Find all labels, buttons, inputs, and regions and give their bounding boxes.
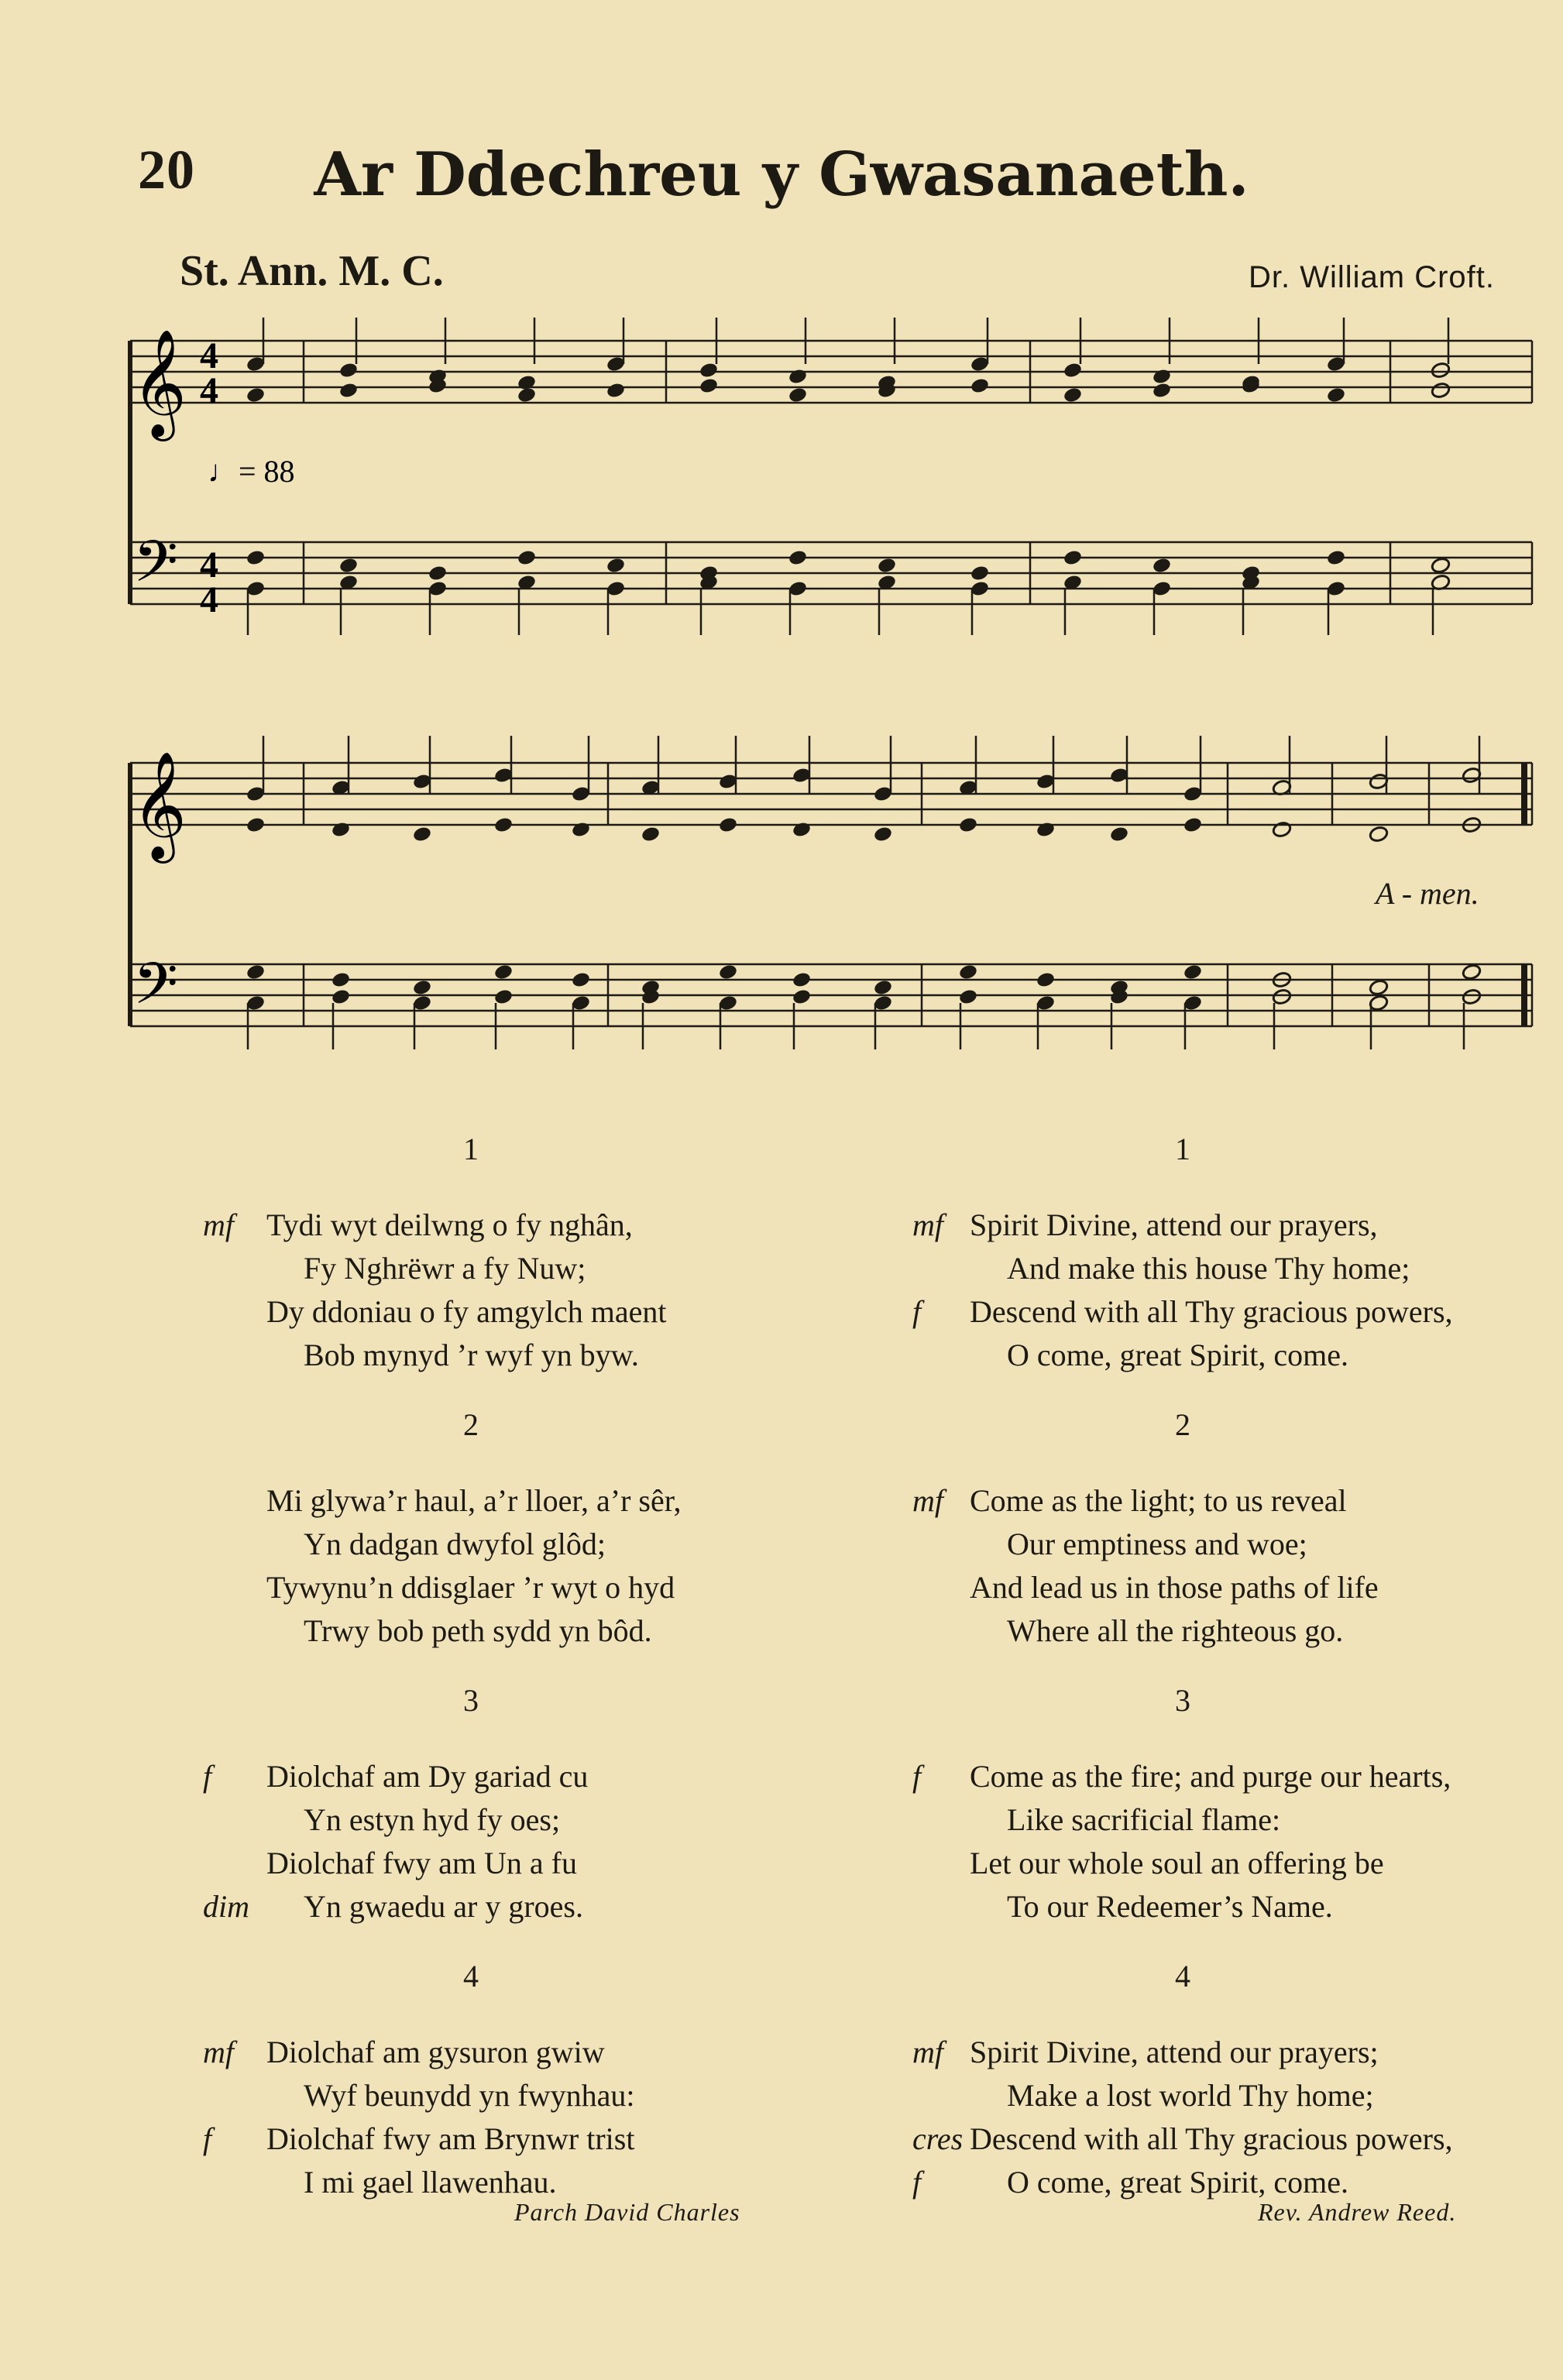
notehead (788, 549, 808, 567)
verse-number: 3 (463, 1683, 479, 1718)
verse-line: Spirit Divine, attend our prayers; (970, 2035, 1379, 2069)
notehead (493, 963, 514, 981)
notehead (1431, 557, 1451, 575)
notehead (331, 988, 351, 1006)
verse-line: Diolchaf fwy am Un a fu (266, 1846, 577, 1880)
notehead (1462, 988, 1482, 1006)
notehead (246, 816, 266, 834)
notehead (970, 565, 990, 582)
notehead (1063, 386, 1083, 404)
verse-line: Come as the light; to us reveal (970, 1483, 1347, 1518)
notehead (1036, 971, 1056, 989)
verse-number: 1 (463, 1132, 479, 1166)
notehead (1369, 979, 1389, 997)
notehead (493, 988, 514, 1006)
bass-clef-icon: 𝄢 (133, 528, 178, 610)
verse-line: Tywynu’n ddisglaer ’r wyt o hyd (266, 1570, 675, 1605)
tune-name: St. Ann. M. C. (180, 247, 444, 295)
notehead (338, 382, 359, 400)
notehead (1326, 549, 1346, 567)
notehead (1109, 826, 1129, 843)
verse-number: 1 (1175, 1132, 1190, 1166)
page-number: 20 (138, 139, 195, 201)
composer: Dr. William Croft. (1249, 260, 1495, 294)
dynamic-marking: f (203, 2121, 212, 2156)
notehead (412, 826, 432, 843)
notehead (958, 988, 978, 1006)
verse-line: Make a lost world Thy home; (1007, 2078, 1374, 2113)
dynamic-marking: mf (912, 2035, 943, 2069)
welsh-attribution: Parch David Charles (514, 2198, 740, 2226)
verse-number: 4 (1175, 1959, 1190, 1994)
bass-clef-icon: 𝄢 (133, 950, 178, 1032)
verse-line: Diolchaf fwy am Brynwr trist (266, 2121, 635, 2156)
dynamic-marking: mf (912, 1207, 943, 1242)
amen-label: A - men. (1376, 876, 1479, 911)
verse-line: Yn dadgan dwyfol glôd; (304, 1527, 606, 1561)
verse-number: 4 (463, 1959, 479, 1994)
verse-number: 2 (1175, 1407, 1190, 1442)
verse-line: Wyf beunydd yn fwynhau: (304, 2078, 635, 2113)
verse-line: To our Redeemer’s Name. (1007, 1889, 1333, 1924)
tempo-marking: ♩= 88 (208, 454, 295, 489)
notehead (1183, 963, 1203, 981)
time-signature-top: 4 (200, 335, 218, 376)
noteheads (246, 318, 1482, 1049)
notehead (1272, 821, 1292, 839)
notehead (246, 386, 266, 404)
notehead (493, 816, 514, 834)
notehead (246, 549, 266, 567)
notehead (1272, 988, 1292, 1006)
notehead (517, 386, 537, 404)
notehead (331, 821, 351, 839)
dynamic-marking: dim (203, 1889, 249, 1924)
notehead (1036, 821, 1056, 839)
dynamic-marking: mf (203, 1207, 234, 1242)
verse-line: Come as the fire; and purge our hearts, (970, 1759, 1451, 1794)
verse-line: Trwy bob peth sydd yn bôd. (304, 1613, 652, 1648)
verse-line: Our emptiness and woe; (1007, 1527, 1307, 1561)
dynamic-marking: f (912, 1759, 922, 1794)
verse-line: Diolchaf am Dy gariad cu (266, 1759, 589, 1794)
notehead (606, 557, 626, 575)
time-signature-bottom: 4 (200, 370, 218, 411)
verse-line: Yn gwaedu ar y groes. (304, 1889, 583, 1924)
notehead (338, 362, 359, 379)
notehead (970, 377, 990, 395)
verse-line: Where all the righteous go. (1007, 1613, 1344, 1648)
verse-line: Like sacrificial flame: (1007, 1802, 1281, 1837)
verse-line: I mi gael llawenhau. (304, 2165, 557, 2200)
verse-line: Yn estyn hyd fy oes; (304, 1802, 561, 1837)
notehead (606, 382, 626, 400)
verse-number: 3 (1175, 1683, 1190, 1718)
time-signature-top-bass: 4 (200, 544, 218, 586)
notehead (718, 816, 738, 834)
notehead (571, 821, 591, 839)
dynamic-marking: cres (912, 2121, 964, 2156)
music-score (0, 0, 1563, 1084)
notehead (873, 979, 893, 997)
notehead (1369, 826, 1389, 843)
verse-line: Diolchaf am gysuron gwiw (266, 2035, 605, 2069)
verse-line: Dy ddoniau o fy amgylch maent (266, 1294, 667, 1329)
verse-line: Bob mynyd ’r wyf yn byw. (304, 1338, 639, 1372)
dynamic-marking: mf (912, 1483, 943, 1518)
page-title: Ar Ddechreu y Gwasanaeth. (314, 139, 1249, 210)
dynamic-marking: f (912, 2165, 922, 2200)
dynamic-marking: f (912, 1294, 922, 1329)
notehead (412, 979, 432, 997)
notehead (792, 988, 812, 1006)
notehead (641, 826, 661, 843)
notehead (873, 826, 893, 843)
verse-number: 2 (463, 1407, 479, 1442)
english-attribution: Rev. Andrew Reed. (1258, 2198, 1457, 2226)
notehead (1063, 549, 1083, 567)
time-signature-bottom-bass: 4 (200, 579, 218, 620)
verse-line: O come, great Spirit, come. (1007, 2165, 1348, 2200)
treble-clef-icon: 𝄞 (132, 751, 187, 859)
notehead (877, 557, 897, 575)
verse-line: Descend with all Thy gracious powers, (970, 1294, 1453, 1329)
verse-line: And lead us in those paths of life (970, 1570, 1379, 1605)
treble-clef-icon: 𝄞 (132, 329, 187, 437)
notehead (1183, 816, 1203, 834)
notehead (1326, 386, 1346, 404)
notehead (571, 971, 591, 989)
verse-line: Descend with all Thy gracious powers, (970, 2121, 1453, 2156)
notehead (1431, 382, 1451, 400)
notehead (338, 557, 359, 575)
verse-line: Mi glywa’r haul, a’r lloer, a’r sêr, (266, 1483, 682, 1518)
verse-line: Tydi wyt deilwng o fy nghân, (266, 1207, 633, 1242)
verse-line: O come, great Spirit, come. (1007, 1338, 1348, 1372)
notehead (718, 963, 738, 981)
notehead (246, 963, 266, 981)
notehead (1431, 362, 1451, 379)
verse-line: Spirit Divine, attend our prayers, (970, 1207, 1378, 1242)
notehead (517, 549, 537, 567)
notehead (1152, 368, 1172, 386)
verse-line: Let our whole soul an offering be (970, 1846, 1384, 1880)
verse-line: And make this house Thy home; (1007, 1251, 1410, 1286)
notehead (788, 386, 808, 404)
notehead (788, 368, 808, 386)
notehead (792, 821, 812, 839)
staff-lines (130, 341, 1532, 1026)
notehead (1063, 362, 1083, 379)
notehead (1152, 557, 1172, 575)
dynamic-marking: mf (203, 2035, 234, 2069)
notehead (699, 377, 719, 395)
notehead (1462, 963, 1482, 981)
notehead (331, 971, 351, 989)
notehead (428, 565, 448, 582)
dynamic-marking: f (203, 1759, 212, 1794)
notehead (1152, 382, 1172, 400)
verse-line: Fy Nghrëwr a fy Nuw; (304, 1251, 586, 1286)
notehead (958, 816, 978, 834)
notehead (792, 971, 812, 989)
notehead (958, 963, 978, 981)
notehead (699, 362, 719, 379)
